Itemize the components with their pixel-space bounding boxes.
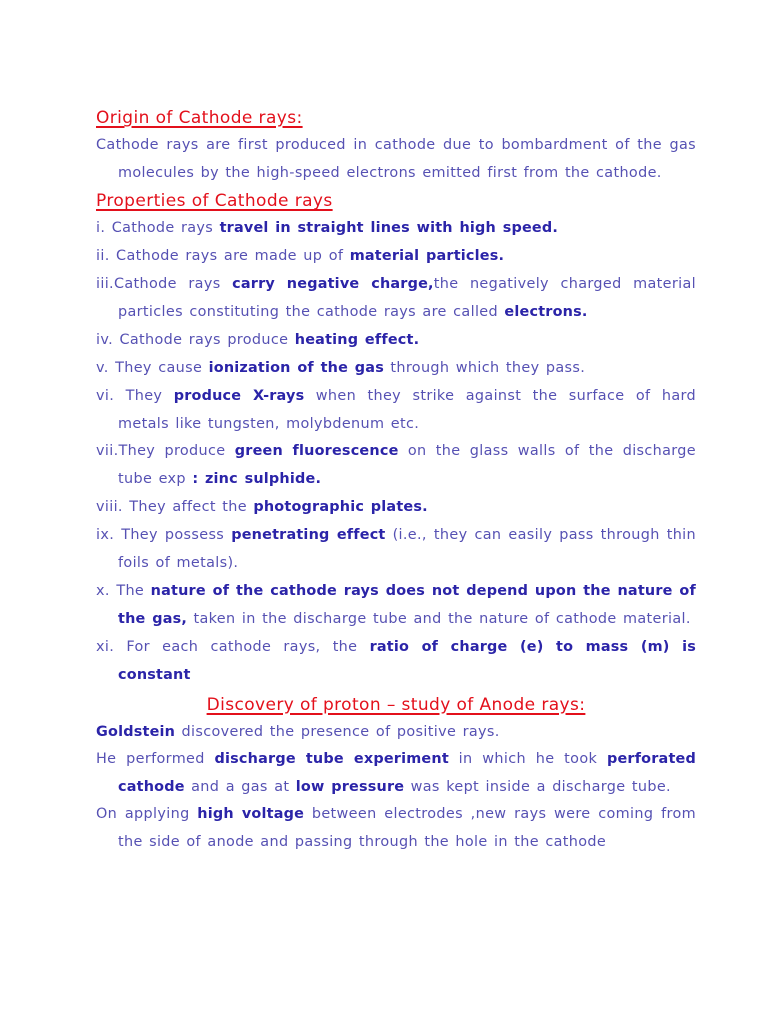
property-item-11: xi. For each cathode rays, the ratio of charge (e) to mass (m) is constant bbox=[96, 638, 696, 683]
property-item-3: iii.Cathode rays carry negative charge,the negatively charged material particles constituting the cathode rays are called electrons. bbox=[96, 276, 696, 320]
property-item-10: x. The nature of the cathode rays does not depend upon the nature of the gas, taken in the discharge tube and the nature of cathode material. bbox=[96, 582, 696, 627]
property-item-7: vii.They produce green fluorescence on the glass walls of the discharge tube exp : zinc sulphide. bbox=[96, 443, 696, 488]
heading-origin-of-cathode-rays: Origin of Cathode rays: bbox=[96, 108, 303, 128]
document-page bbox=[96, 104, 696, 857]
paragraph-experiment: He performed discharge tube experiment in which he took perforated cathode and a gas at low pressure was kept inside a discharge tube. bbox=[96, 751, 696, 795]
property-item-1: i. Cathode rays travel in straight lines with high speed. bbox=[96, 220, 559, 237]
property-item-5: v. They cause ionization of the gas through which they pass. bbox=[96, 359, 586, 376]
property-item-8: viii. They affect the photographic plates. bbox=[96, 499, 428, 516]
paragraph-goldstein: Goldstein discovered the presence of positive rays. bbox=[96, 723, 500, 740]
property-item-6: vi. They produce X-rays when they strike against the surface of hard metals like tungsten, molybdenum etc. bbox=[96, 387, 696, 432]
property-item-9: ix. They possess penetrating effect (i.e., they can easily pass through thin foils of metals). bbox=[96, 527, 696, 572]
property-item-4: iv. Cathode rays produce heating effect. bbox=[96, 331, 420, 348]
property-item-2: ii. Cathode rays are made up of material particles. bbox=[96, 248, 505, 265]
paragraph-high-voltage: On applying high voltage between electrodes ,new rays were coming from the side of anode and passing through the hole in the cathode bbox=[96, 806, 696, 850]
heading-discovery-of-proton: Discovery of proton – study of Anode rays: bbox=[206, 694, 586, 715]
paragraph-origin: Cathode rays are first produced in cathode due to bombardment of the gas molecules by the high-speed electrons emitted first from the cathode. bbox=[96, 137, 696, 181]
heading-properties-of-cathode-rays: Properties of Cathode rays bbox=[96, 191, 333, 212]
